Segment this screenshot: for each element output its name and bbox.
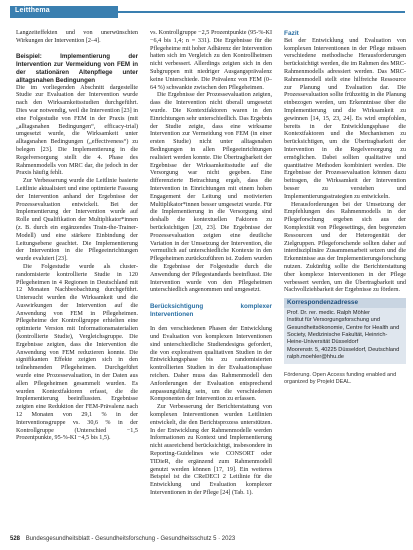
correspondence-body: Prof. Dr. rer. medic. Ralph Möhler Institut für Versorgungsforschung und Gesundheitsökonomie, Centre for Health and Society, Medizinische Fakultät, Heinrich-Heine-Universität Düsseldorf Moorenstr. 5, 40225 Düsseldorf, Deutschland ralph.moehler@hhu.de [287,310,400,360]
funding-note: Förderung. Open Access funding enabled and organized by Projekt DEAL. [284,372,397,386]
col1-subheading: Beispiel: Implementierung der Intervention zur Vermeidung von FEM in der stationären Altenpflege unter alltagsnahen Bedingungen [16,53,138,84]
col3-paragraph-1: Bei der Entwicklung und Evaluation von komplexen Interventionen in der Pflege müssen verschiedene methodische Herausforderungen berücksichtigt werden, die im Rahmen des MRC-Rahmenmodells adressiert werden. Das MRC-Rahmenmodell stellt eine hilfreiche Ressource zur Planung und Evaluation dar. Die Prozessevaluation sollte frühzeitig in die Planung einbezogen werden, um Erkenntnisse über die Implementierung und die Wirksamkeit zu gewinnen [14, 15, 23, 24]. Es wird empfohlen, bereits in der Entwicklungsphase die Kontextfaktoren und die Mechanismen zu berücksichtigen, um die Übertragbarkeit der Intervention in die Regelversorgung zu ermöglichen. Dabei sollten qualitative und quantitative Methoden kombiniert werden. Die Ergebnisse der Prozessevaluation können dazu beitragen, die Wirksamkeit der Intervention besser zu verstehen und Implementierungsstrategien zu entwickeln. [284,37,406,200]
col2-paragraph-2: Die Ergebnisse der Prozessevaluation zeigten, dass die Intervention nicht überall umgesetzt wurde. Die Kontextfaktoren waren in den Einrichtungen sehr unterschiedlich. Das Ergebnis der Studie zeigte, dass eine wirksame Intervention zur Vermeidung von FEM (in einer ersten Studie) nicht unter alltagsnahen Bedingungen in allen Pflegeeinrichtungen realisiert werden konnte. Die Übertragbarkeit der Ergebnisse der Wirksamkeitsstudie auf die Versorgung war nicht gegeben. Eine differenzierte Betrachtung ergab, dass die Intervention in Einrichtungen mit einem hohen Engagement der Leitung und motivierten Multiplikator*innen besser umgesetzt wurde. Für die Implementierung in die Versorgung sind deshalb die kontextuellen Faktoren zu berücksichtigen [20, 23]. Die Ergebnisse der Prozessevaluation zeigten eine deutliche Variation in der Umsetzung der Intervention, die vermutlich auf unterschiedliche Kontexte in den Pflegeheimen zurückzuführen ist. Zudem wurden die Ergebnisse der Folgestudie durch die Anwendung der Pflegestandards beeinflusst. Die Intervention wurde von den Pflegeheimen unterschiedlich angenommen und umgesetzt. [150,92,272,294]
journal-citation: Bundesgesundheitsblatt - Gesundheitsforschung - Gesundheitsschutz 5 · 2023 [25,536,236,542]
col1-paragraph-2: Zur Verbesserung wurde die Leitlinie basierte Leitlinie aktualisiert und eine optimierte Fassung der Intervention anhand der Ergebnisse der Prozessevaluation entwickelt. Bei der Implementierung der Intervention wurde auf Rolle und Qualifikation der Multiplikator*innen (z. B. durch ein ergänzendes Train-the-Trainer-Modell) und eine stärkere Einbindung der Leitungsebene geachtet. Die Implementierung der Intervention in die Pflegeeinrichtungen wurde evaluiert [23]. [16,178,138,263]
section-label-band [10,6,118,18]
correspondence-title: Korrespondenzadresse [284,298,406,308]
fazit-heading: Fazit [284,30,299,37]
col2-paragraph-3: In den verschiedenen Phasen der Entwicklung und Evaluation von komplexen Interventionen sind unterschiedliche Studiendesigns gefordert, die von explorativen qualitativen Studien in der Entwicklungsphase bis zu randomisierten kontrollierten Studien in der Evaluationsphase reichen. Daher muss das Rahmenmodell den Anforderungen der Evaluation entsprechend anpassungsfähig sein, um die verschiedenen Komponenten der Intervention zu erfassen. [150,326,272,403]
column-3 [284,30,406,386]
header-rule [118,11,405,13]
col1-paragraph-1: Die im vorliegenden Abschnitt dargestellte Studie zur Evaluation der Intervention wurde nach den Wirksamkeitsstudien durchgeführt. Dies war notwendig, weil die Intervention [23] in eine Folgestudie von FEM in der Praxis (mit „alltagsnahen Bedingungen“, efficacy-trial) umgesetzt wurde, die Wirksamkeit unter alltagsnahen Bedingungen („effectiveness“) zu belegen [23]. Die Implementierung in die Regelversorgung stellt die 4. Phase des Rahmenmodells von MRC dar, die jedoch in der Praxis häufig fehlt. [16,84,138,177]
col2-paragraph-4: Zur Verbesserung der Berichterstattung von komplexen Interventionen wurden Leitlinien entwickelt, die den Berichtsprozess unterstützen. In der Entwicklung der Rahmenmodelle werden Informationen zu Kontext und Implementierung nicht ausreichend berücksichtigt, insbesondere in Reporting-Guidelines wie CONSORT oder TIDieR, die ergänzend zum Rahmenmodell genutzt werden können [17, 19]. Ein weiteres Beispiel ist die CReDECI 2 Leitlinie für die Entwicklung und Evaluation komplexer Interventionen in der Pflege [24] (Tab. 1). [150,404,272,497]
correspondence-box [284,298,406,364]
col3-paragraph-2: Herausforderungen bei der Umsetzung der Empfehlungen des Rahmenmodells in der Pflegeforschung ergeben sich aus der Komplexität von Pflegesettings, den begrenzten Ressourcen und der Heterogenität der Zielgruppen. Pflegeforschende sollten daher auf interdisziplinäre Zusammenarbeit setzen und die Erkenntnisse aus der Implementierungsforschung nutzen. Zukünftig sollte die Berichterstattung über komplexe Interventionen in der Pflege verbessert werden, um die Übertragbarkeit und Nachvollziehbarkeit der Ergebnisse zu fördern. [284,201,406,294]
col2-paragraph-1: vs. Kontrollgruppe −2,5 Prozentpunkte (95-%-KI −6,4 bis 1,4; n = 331). Die Ergebnisse für die Pflegeheime mit hoher Adhärenz der Intervention hatten sich im Vergleich zu den Kontrollheimen nicht verbessert. Allerdings zeigten sich in den Subgruppen mit niedriger Ausgangsprävalenz keine Unterschiede. Die Prävalenz von FEM (0–64 %) schwankte zwischen den Pflegeheimen. [150,30,272,91]
page-number: 528 [10,536,21,542]
col2-subheading: Berücksichtigung komplexer Interventionen [150,302,272,318]
section-label: Leitthema [15,7,50,14]
column-2 [150,30,272,498]
page-footer [10,536,405,546]
column-1 [16,30,138,443]
col1-paragraph-top: Langzeiteffekten und von unerwünschten Wirkungen der Intervention [2–4]. [16,30,138,44]
col1-paragraph-3: Die Folgestudie wurde als cluster-randomisierte kontrollierte Studie in 120 Pflegeheimen in 4 Regionen in Deutschland mit 12 Monaten Nachbeobachtung durchgeführt. Untersucht wurden die Wirksamkeit und die Auswirkungen der Intervention auf die Anwendung von FEM in Pflegeheimen. Pflegeheime der Kontrollgruppe erhielten eine optimierte Version mit Informationsmaterialien (kontrollierte Studie), Vergleichsgruppe. Die Ergebnisse zeigten, dass die Intervention die Anwendung von FEM reduzieren konnte. Die signifikanten Effekte zeigten sich in den teilnehmenden Pflegeheimen. Durchgeführt wurde eine Prozessevaluation, in der Daten aus allen Pflegeheimen gesammelt wurden. Es wurden Kontextfaktoren erfasst, die die Implementierung beeinflussten. Ergebnisse zeigten eine Reduktion der FEM-Prävalenz nach 12 Monaten von 29,1 % in der Interventionsgruppe vs. 30,6 % in der Kontrollgruppe (Unterschied −1,5 Prozentpunkte, 95-%-KI −4,5 bis 1,5). [16,263,138,442]
